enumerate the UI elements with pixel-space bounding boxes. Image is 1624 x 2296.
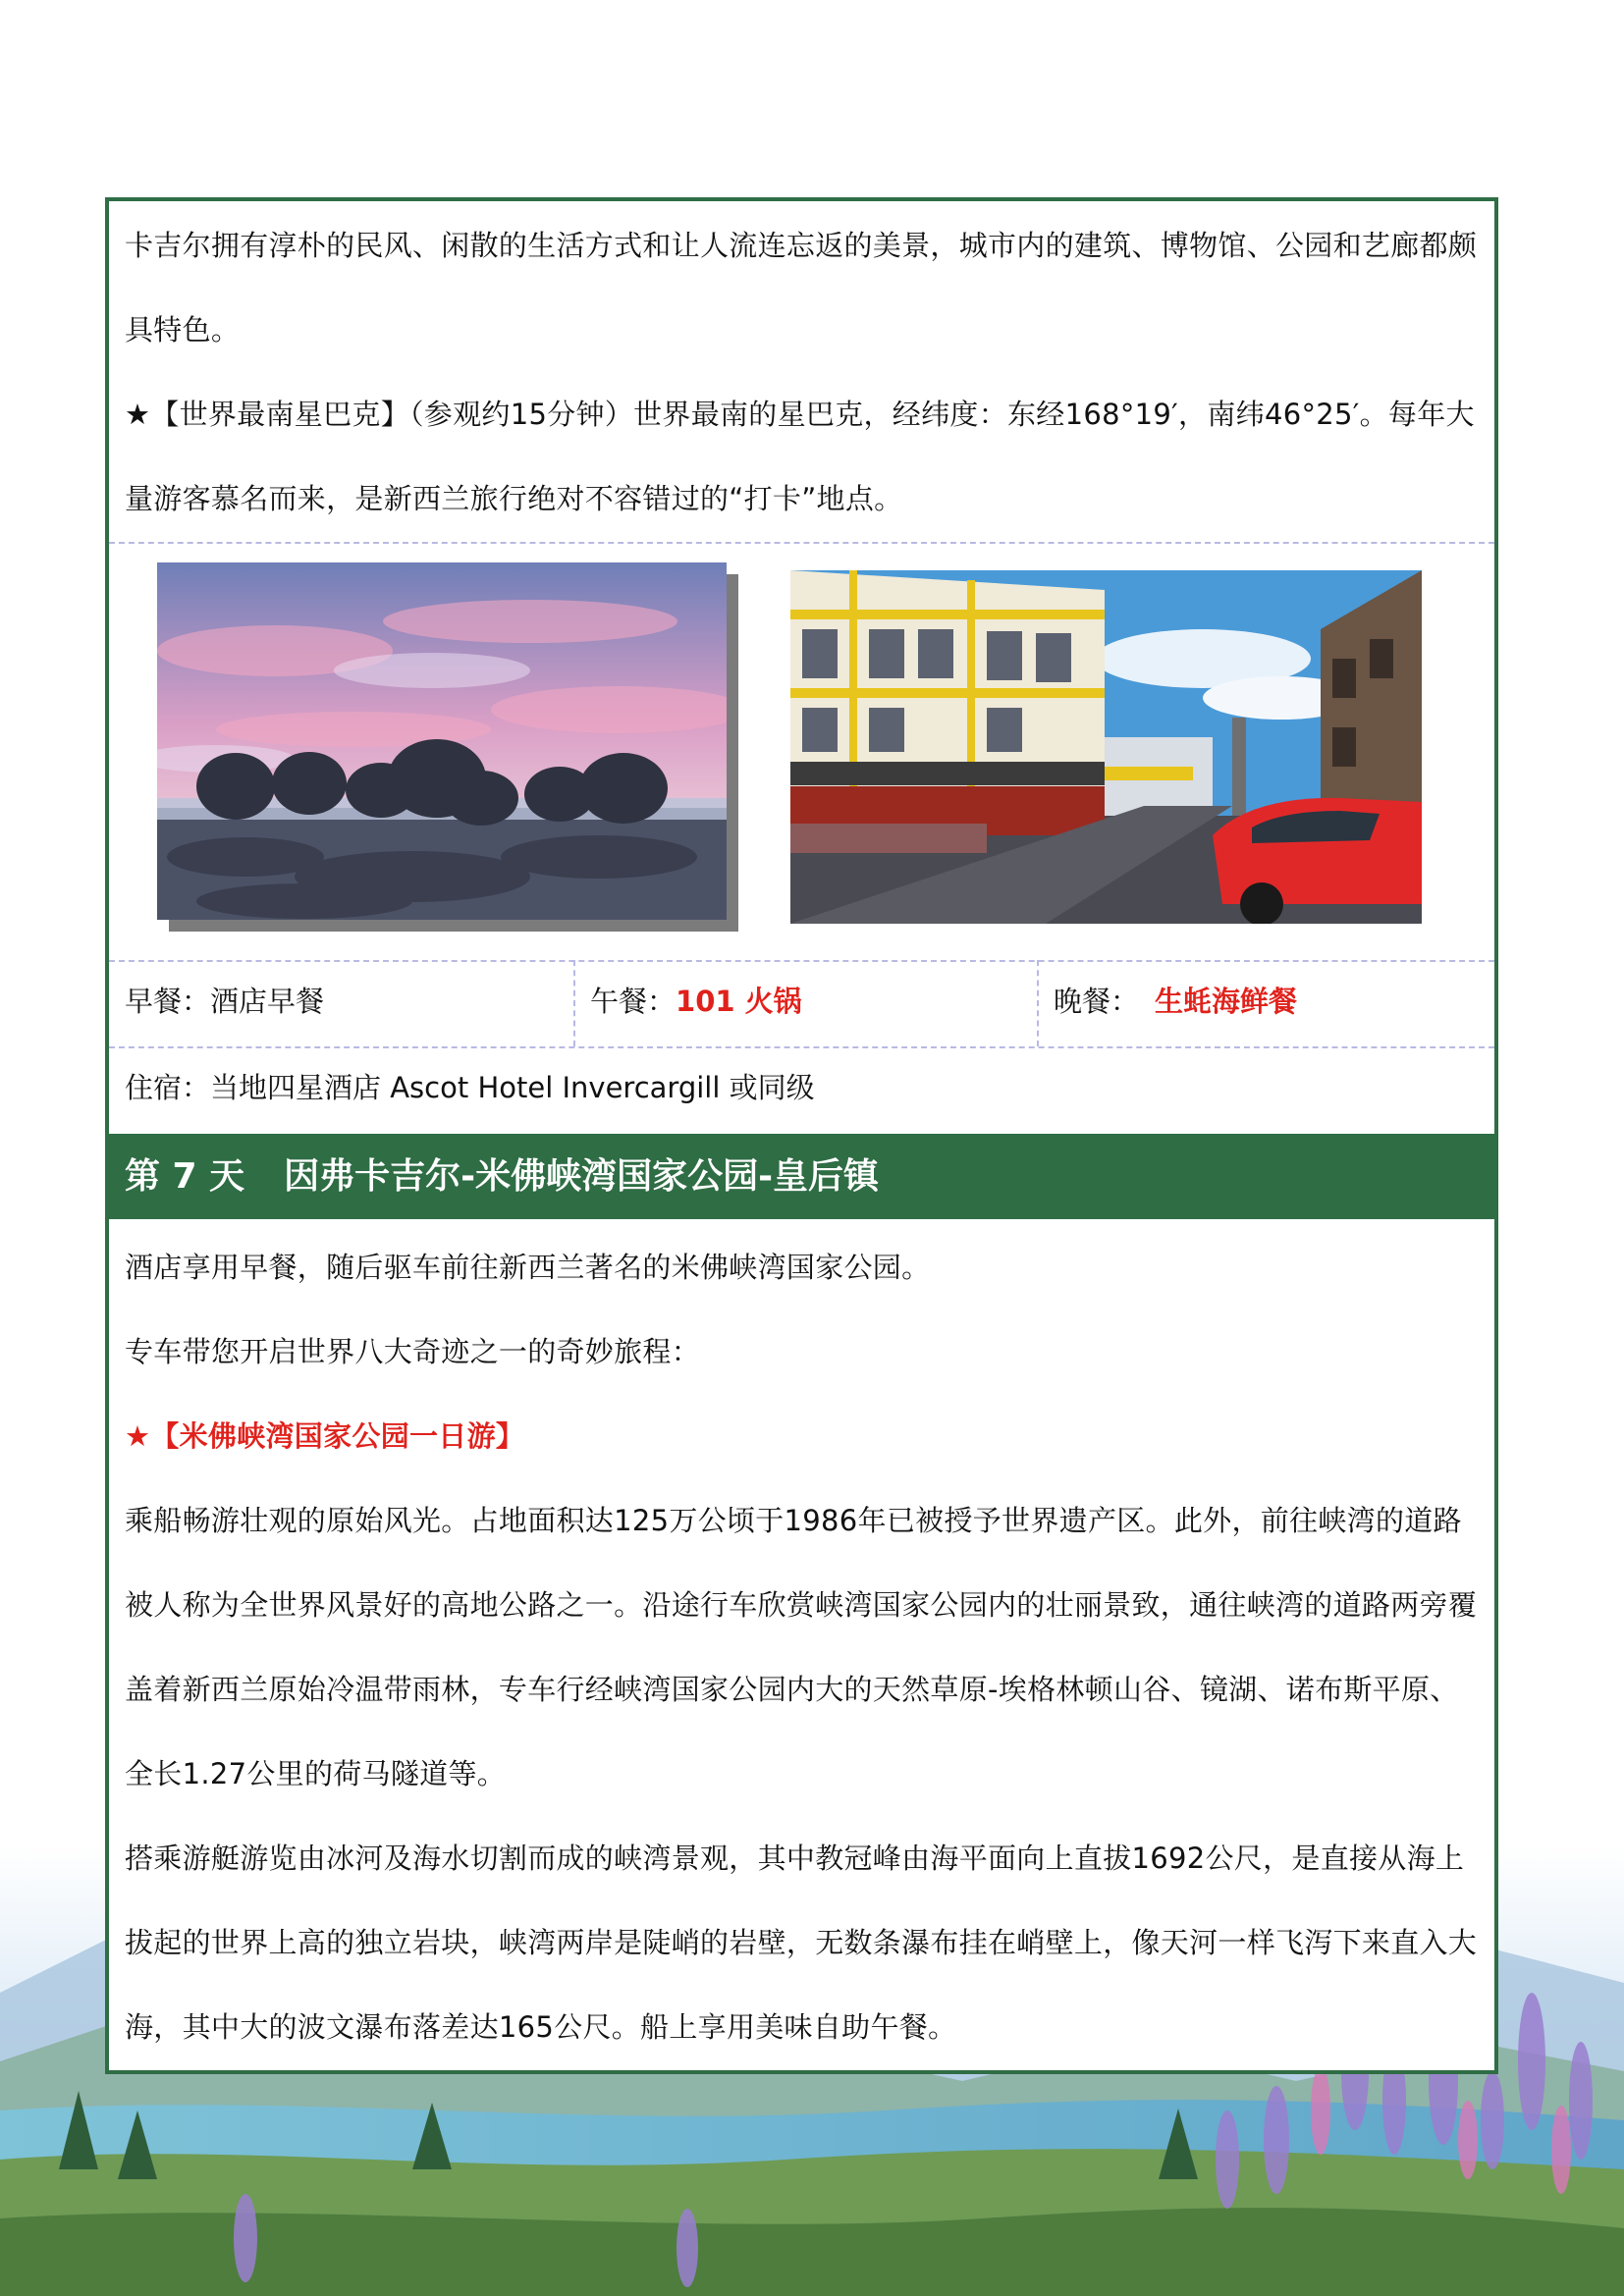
lunch-label: 午餐：: [590, 985, 677, 1018]
day-label: 第 7 天: [125, 1156, 245, 1197]
divider: [573, 960, 575, 1046]
day7-highlight-title: ★【米佛峡湾国家公园一日游】: [125, 1419, 525, 1453]
meal-lunch: [590, 962, 802, 1041]
intro-paragraph-city: 卡吉尔拥有淳朴的民风、闲散的生活方式和让人流连忘返的美景，城市内的建筑、博物馆、公园和艺廊都颇具特色。: [125, 229, 1478, 347]
day-title: 因弗卡吉尔-米佛峡湾国家公园-皇后镇: [284, 1156, 880, 1197]
dinner-label: 晚餐：: [1054, 985, 1140, 1018]
lunch-value: 101 火锅: [676, 985, 802, 1018]
divider: [109, 542, 1494, 544]
day7-paragraph-intro: 专车带您开启世界八大奇迹之一的奇妙旅程：: [125, 1335, 701, 1368]
divider: [1037, 960, 1039, 1046]
breakfast-value: 酒店早餐: [210, 985, 325, 1018]
day-7-header: [109, 1134, 1494, 1219]
breakfast-label: 早餐：: [125, 985, 211, 1018]
photo-boulders-beach: [157, 562, 727, 920]
photo-city-street: [790, 570, 1422, 924]
meal-dinner: [1054, 962, 1297, 1041]
intro-paragraph-starbucks: ★【世界最南星巴克】（参观约15分钟）世界最南的星巴克，经纬度：东经168°19′，南纬46°25′。每年大量游客慕名而来，是新西兰旅行绝对不容错过的“打卡”地点。: [125, 398, 1475, 515]
lodging-info: 住宿：当地四星酒店 Ascot Hotel Invercargill 或同级: [125, 1071, 815, 1104]
meal-breakfast: [125, 962, 324, 1041]
dinner-value: 生蚝海鲜餐: [1155, 985, 1298, 1018]
day7-paragraph-scenery: 乘船畅游壮观的原始风光。占地面积达125万公顷于1986年已被授予世界遗产区。此外，前往峡湾的道路被人称为全世界风景好的高地公路之一。沿途行车欣赏峡湾国家公园内的壮丽景致，通往峡湾的道路两旁覆盖着新西兰原始冷温带雨林，专车行经峡湾国家公园内大的天然草原-埃格林顿山谷、镜湖、诺布斯平原、全长1.27公里的荷马隧道等。: [125, 1504, 1478, 1790]
day7-paragraph-cruise: 搭乘游艇游览由冰河及海水切割而成的峡湾景观，其中教冠峰由海平面向上直拔1692公尺，是直接从海上拔起的世界上高的独立岩块，峡湾两岸是陡峭的岩壁，无数条瀑布挂在峭壁上，像天河一样飞泻下来直入大海，其中大的波文瀑布落差达165公尺。船上享用美味自助午餐。: [125, 1842, 1478, 2044]
itinerary-frame: [105, 197, 1498, 2074]
day7-paragraph-breakfast: 酒店享用早餐，随后驱车前往新西兰著名的米佛峡湾国家公园。: [125, 1251, 931, 1284]
